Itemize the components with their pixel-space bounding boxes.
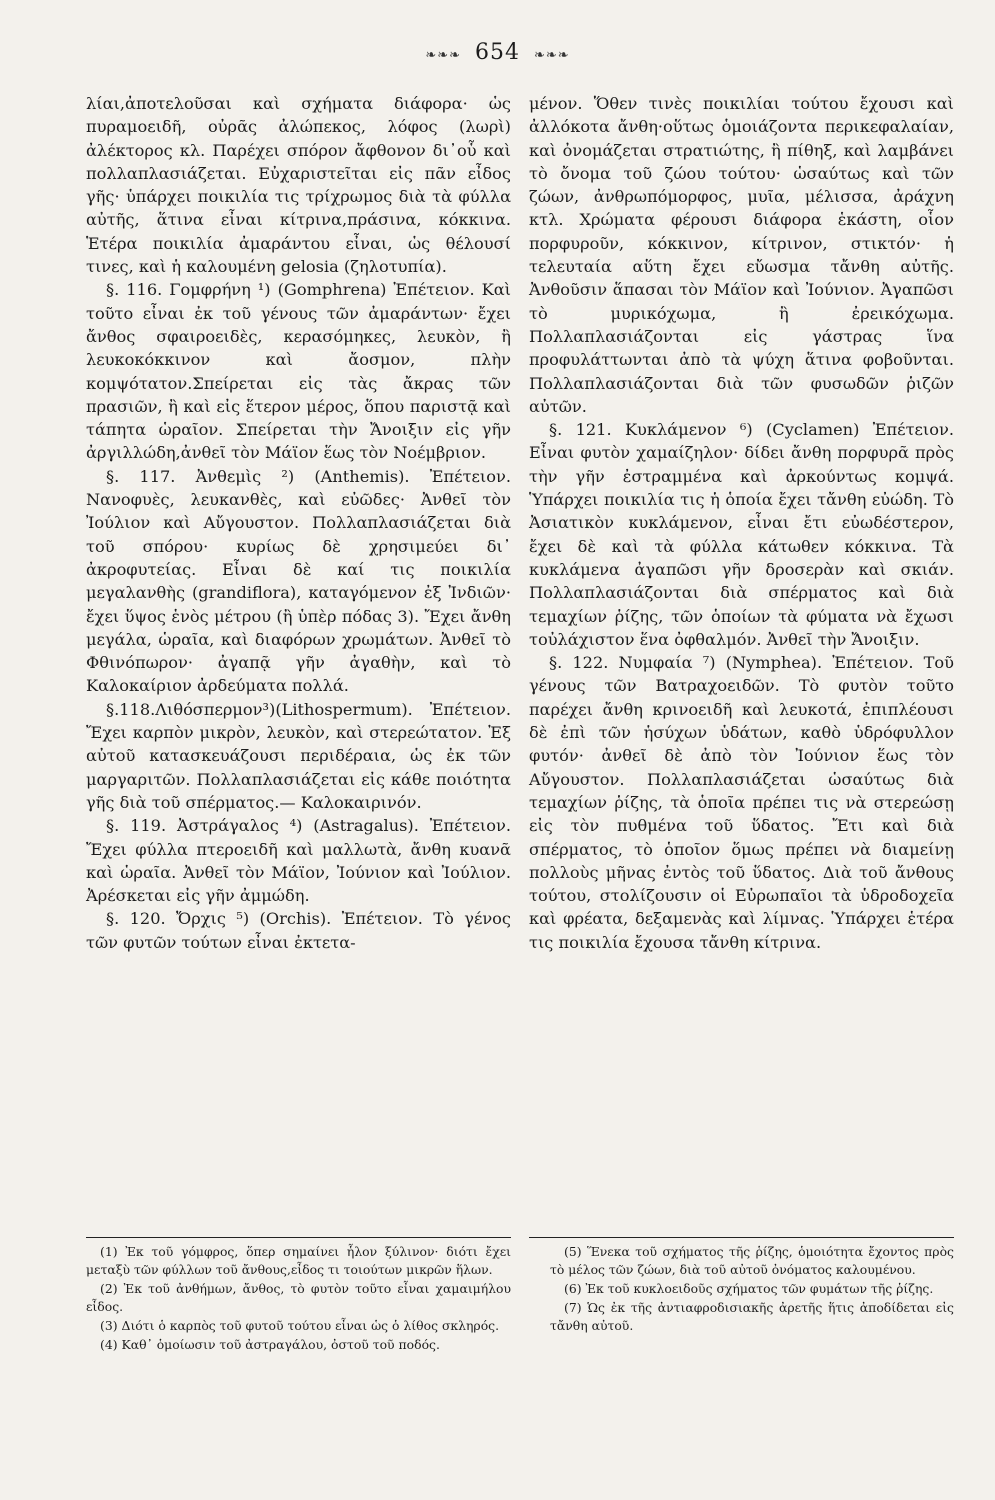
page-number: 654 bbox=[475, 40, 520, 65]
footnote-rule-right bbox=[529, 1237, 954, 1238]
section-121-cyclamen: §. 121. Κυκλάμενον ⁶) (Cyclamen) Ἐπέτειον. Εἶναι φυτὸν χαμαίζηλον· δίδει ἄνθη πορφυρᾶ πρὸς τὴν γῆν ἐστραμμένα καὶ ἀρκούντως κομψά. Ὑπάρχει ποικιλία τις ἡ ὁποία ἔχει τἄνθη εὐώδη. Τὸ Ἀσιατικὸν κυκλάμενον, εἶναι ἔτι εὐωδέστερον, ἔχει δὲ καὶ τὰ φύλλα κάτωθεν κόκκινα. Τὰ κυκλάμενα ἀγαπῶσι γῆν δροσερὰν καὶ σκιάν. Πολλαπλασιάζονται διὰ σπέρματος καὶ διὰ τεμαχίων ῥίζης, τῶν ὁποίων τὰ φύματα νὰ ἔχωσι τοὐλάχιστον ἕνα ὀφθαλμόν. Ἀνθεῖ τὴν Ἄνοιξιν. bbox=[529, 420, 954, 649]
footnote-1: (1) Ἐκ τοῦ γόμφρος, ὅπερ σημαίνει ἧλον ξύλινον· διότι ἔχει μεταξὺ τῶν φύλλων τοῦ ἄνθους,εἶδος τι τοιούτων μικρῶν ἥλων. bbox=[86, 1244, 511, 1277]
right-column bbox=[529, 92, 954, 954]
section-117-anthemis: §. 117. Ἀνθεμὶς ²) (Anthemis). Ἐπέτειον. Νανοφυὲς, λευκανθὲς, καὶ εὐῶδες· Ἀνθεῖ τὸν Ἰούλιον καὶ Αὔγουστον. Πολλαπλασιάζεται διὰ τοῦ σπόρου· κυρίως δὲ χρησιμεύει δι᾽ ἀκροφυτείας. Εἶναι δὲ καί τις ποικιλία μεγαλανθὴς (grandiflora), καταγόμενον ἐξ Ἰνδιῶν· ἔχει ὕψος ἑνὸς μέτρου (ἢ ὑπὲρ πόδας 3). Ἔχει ἄνθη μεγάλα, ὡραῖα, καὶ διαφόρων χρωμάτων. Ἀνθεῖ τὸ Φθινόπωρον· ἀγαπᾷ γῆν ἀγαθὴν, καὶ τὸ Καλοκαίριον ἀρδεύματα πολλά. bbox=[86, 466, 511, 696]
section-119-astragalus: §. 119. Ἀστράγαλος ⁴) (Astragalus). Ἐπέτειον. Ἔχει φύλλα πτεροειδῆ καὶ μαλλωτὰ, ἄνθη κυανᾶ καὶ ὡραῖα. Ἀνθεῖ τὸν Μάϊον, Ἰούνιον καὶ Ἰούλιον. Ἀρέσκεται εἰς γῆν ἀμμώδη. bbox=[86, 816, 511, 906]
page-header bbox=[0, 40, 995, 65]
left-column bbox=[86, 92, 511, 954]
footnote-5: (5) Ἕνεκα τοῦ σχήματος τῆς ῥίζης, ὁμοιότητα ἔχοντος πρὸς τὸ μέλος τῶν ζώων, διὰ τοῦ αὐτοῦ ὀνόματος καλουμένου. bbox=[550, 1244, 954, 1277]
footnote-rule-left bbox=[86, 1237, 511, 1238]
left-ornament: ❧❧❧ bbox=[425, 48, 461, 63]
footnotes-left bbox=[86, 1243, 511, 1355]
section-122-nymphea: §. 122. Νυμφαία ⁷) (Nymphea). Ἐπέτειον. Τοῦ γένους τῶν Βατραχοειδῶν. Τὸ φυτὸν τοῦτο παρέχει ἄνθη κρινοειδῆ καὶ λευκοτά, ἐπιπλέουσι δὲ ἐπὶ τῶν ἡσύχων ὑδάτων, καθὸ ὑδρόφυλλον φυτόν· ἀνθεῖ δὲ ἀπὸ τὸν Ἰούνιον ἕως τὸν Αὔγουστον. Πολλαπλασιάζεται ὡσαύτως διὰ τεμαχίων ῥίζης, τὰ ὁποῖα πρέπει τις νὰ στερεώσῃ εἰς τὸν πυθμένα τοῦ ὕδατος. Ἔτι καὶ διὰ σπέρματος, τὸ ὁποῖον ὅμως πρέπει νὰ διαμείνῃ πολλοὺς μῆνας ἐντὸς τοῦ ὕδατος. Διὰ τοῦ ἄνθους τούτου, στολίζουσιν οἱ Εὐρωπαῖοι τὰ ὑδροδοχεῖα καὶ φρέατα, δεξαμενὰς καὶ λίμνας. Ὑπάρχει ἑτέρα τις ποικιλία ἔχουσα τἄνθη κίτρινα. bbox=[529, 653, 954, 952]
footnote-2: (2) Ἐκ τοῦ ἀνθήμων, ἄνθος, τὸ φυτὸν τοῦτο εἶναι χαμαιμήλου εἶδος. bbox=[86, 1281, 511, 1314]
footnotes-right bbox=[550, 1243, 954, 1336]
paragraph-amaranth-cont: λίαι,ἀποτελοῦσαι καὶ σχήματα διάφορα· ὡς πυραμοειδῆ, οὐρᾶς ἀλώπεκος, λόφος (λωρὶ) ἀλέκτορος κλ. Παρέχει σπόρον ἄφθονον δι᾽οὗ καὶ πολλαπλασιάζεται. Εὐχαριστεῖται εἰς πᾶν εἶδος γῆς· ὑπάρχει ποικιλία τις τρίχρωμος διὰ τὰ φύλλα αὐτῆς, ἅτινα εἶναι κίτρινα,πράσινα, κόκκινα. Ἑτέρα ποικιλία ἀμαράντου εἶναι, ὡς θέλουσί τινες, καὶ ἡ καλουμένη gelosia (ζηλοτυπία). bbox=[86, 94, 511, 277]
section-118-lithospermum: §.118.Λιθόσπερμον³)(Lithospermum). Ἐπέτειον. Ἔχει καρπὸν μικρὸν, λευκὸν, καὶ στερεώτατον. Ἐξ αὐτοῦ κατασκευάζουσι περιδέραια, ὡς ἐκ τῶν μαργαριτῶν. Πολλαπλασιάζεται εἰς κάθε ποιότητα γῆς διὰ τοῦ σπέρματος.— Καλοκαιρινόν. bbox=[86, 699, 511, 812]
right-ornament: ❧❧❧ bbox=[534, 48, 570, 63]
section-120-orchis: §. 120. Ὄρχις ⁵) (Orchis). Ἐπέτειον. Τὸ γένος τῶν φυτῶν τούτων εἶναι ἐκτετα- bbox=[86, 909, 511, 952]
paragraph-orchis-cont: μένον. Ὅθεν τινὲς ποικιλίαι τούτου ἔχουσι καὶ ἀλλόκοτα ἄνθη·οὕτως ὁμοιάζοντα περικεφαλαίαν, καὶ ὀνομάζεται στρατιώτης, ἢ πίθηξ, καὶ λαμβάνει τὸ ὄνομα τοῦ ζώου τούτου· ὡσαύτως καὶ τῶν ζώων, ἀνθρωπόμορφος, μυῖα, μέλισσα, ἀράχνη κτλ. Χρώματα φέρουσι διάφορα ἑκάστη, οἷον πορφυροῦν, κόκκινον, κίτρινον, στικτόν· ἡ τελευταία αὕτη ἔχει εὔωσμα τἄνθη αὐτῆς. Ἀνθοῦσιν ἅπασαι τὸν Μάϊον καὶ Ἰούνιον. Ἀγαπῶσι τὸ μυρικόχωμα, ἢ ἐρεικόχωμα. Πολλαπλασιάζονται εἰς γάστρας ἵνα προφυλάττωνται ἀπὸ τὰ ψύχη ἅτινα φοβοῦνται. Πολλαπλασιάζονται διὰ τῶν φυσωδῶν ῥιζῶν αὐτῶν. bbox=[529, 94, 954, 416]
footnote-4: (4) Καθ᾽ ὁμοίωσιν τοῦ ἀστραγάλου, ὀστοῦ τοῦ ποδός. bbox=[100, 1337, 440, 1352]
footnote-7: (7) Ὡς ἐκ τῆς ἀντιαφροδισιακῆς ἀρετῆς ἥτις ἀποδίδεται εἰς τἄνθη αὐτοῦ. bbox=[550, 1300, 954, 1333]
footnote-3: (3) Διότι ὁ καρπὸς τοῦ φυτοῦ τούτου εἶναι ὡς ὁ λίθος σκληρός. bbox=[100, 1318, 500, 1333]
section-116-gomphrena: §. 116. Γομφρήνη ¹) (Gomphrena) Ἐπέτειον. Καὶ τοῦτο εἶναι ἐκ τοῦ γένους τῶν ἀμαράντων· ἔχει ἄνθος σφαιροειδὲς, κερασόμηκες, λευκὸν, ἢ λευκοκόκκινον καὶ ἄοσμον, πλὴν κομψότατον.Σπείρεται εἰς τὰς ἄκρας τῶν πρασιῶν, ἢ καὶ εἰς ἕτερον μέρος, ὅπου παριστᾷ καὶ τάπητα ὡραῖον. Σπείρεται τὴν Ἄνοιξιν εἰς γῆν ἀργιλλώδη,ἀνθεῖ τὸν Μάϊον ἕως τὸν Νοέμβριον. bbox=[86, 280, 511, 463]
footnote-6: (6) Ἐκ τοῦ κυκλοειδοῦς σχήματος τῶν φυμάτων τῆς ῥίζης. bbox=[564, 1281, 934, 1296]
